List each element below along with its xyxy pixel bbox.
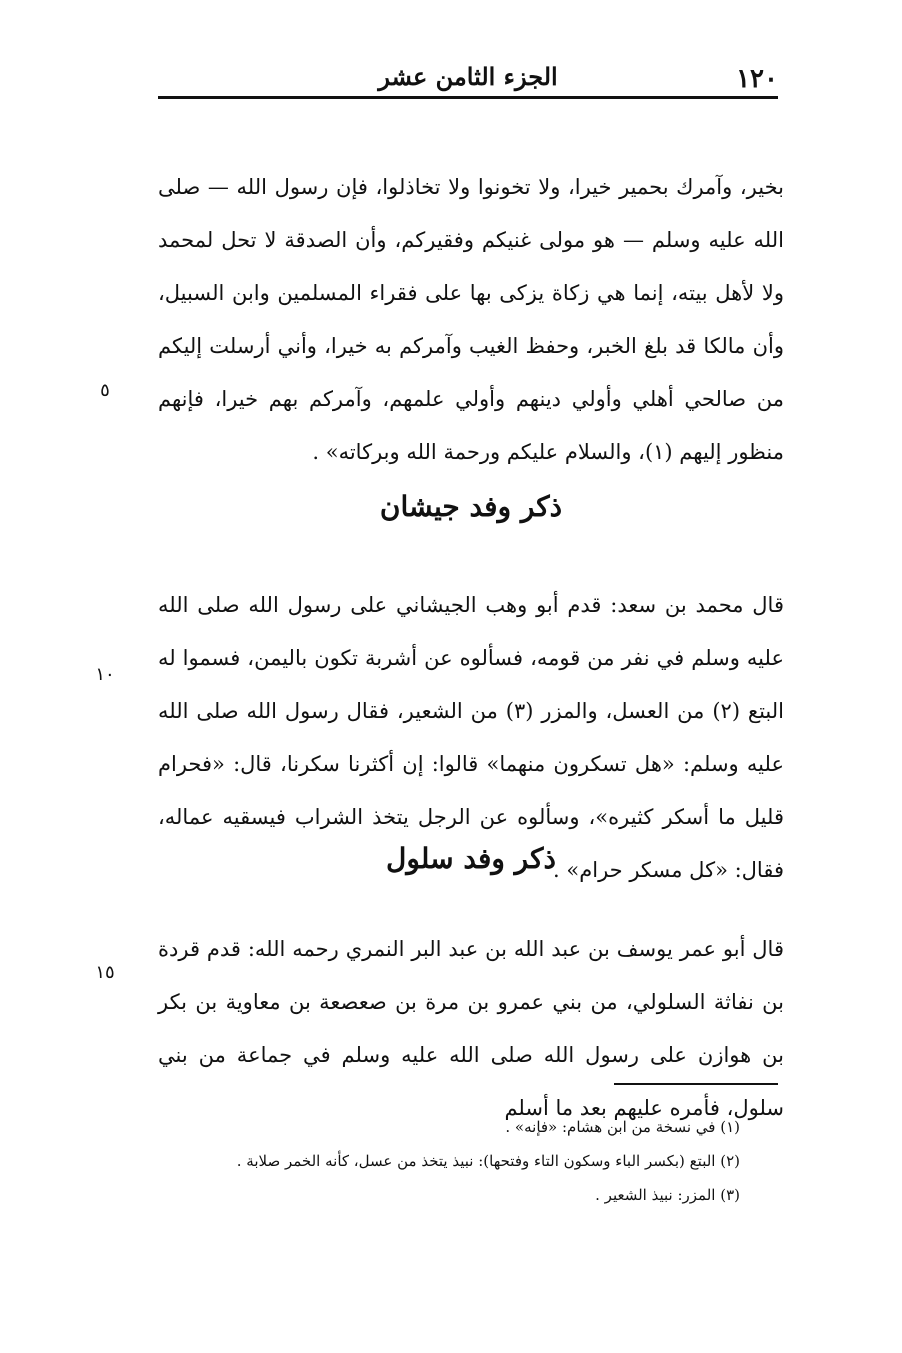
header-rule <box>158 96 778 99</box>
section-heading-salul: ذكر وفد سلول <box>386 842 556 875</box>
running-title: الجزء الثامن عشر <box>378 62 558 91</box>
paragraph-jayshan: قال محمد بن سعد: قدم أبو وهب الجيشاني على رسول الله صلى الله عليه وسلم في نفر من قومه، فسألوه عن أشربة تكون باليمن، فسموا له البتع (٢) من العسل، والمزر (٣) من الشعير، فقال رسول الله صلى الله عليه وسلم: «هل تسكرون منهما» قالوا: إن أكثرنا سكرنا، قال: «فحرام قليل ما أسكر كثيره»، وسألوه عن الرجل يتخذ الشراب فيسقيه عماله، فقال: «كل مسكر حرام» . <box>158 593 785 882</box>
margin-line-number: ٥ <box>100 380 110 401</box>
section-heading-jayshan: ذكر وفد جيشان <box>379 490 563 523</box>
footnote-separator <box>614 1083 778 1085</box>
margin-line-number: ١٠ <box>95 664 115 685</box>
page-number: ١٢٠ <box>736 64 778 94</box>
page-header <box>158 60 778 96</box>
footnote-3: (٣) المزر: نبيذ الشعير . <box>595 1186 740 1204</box>
paragraph-salul: قال أبو عمر يوسف بن عبد الله بن عبد البر النمري رحمه الله: قدم قردة بن نفاثة السلولي، من بني عمرو بن مرة بن صعصعة بن معاوية بن بكر بن هوازن على رسول الله صلى الله عليه وسلم في جماعة من بني سلول، فأمره عليهم بعد ما أسلم <box>158 937 784 1120</box>
paragraph-letter-ending: بخير، وآمرك بحمير خيرا، ولا تخونوا ولا تخاذلوا، فإن رسول الله — صلى الله عليه وسلم — هو مولى غنيكم وفقيركم، وأن الصدقة لا تحل لمحمد ولا لأهل بيته، إنما هي زكاة يزكى بها على فقراء المسلمين وابن السبيل، وأن مالكا قد بلغ الخبر، وحفظ الغيب وآمركم به خيرا، وأني أرسلت إليكم من صالحي أهلي وأولي دينهم وأولي علمهم، وآمركم بهم خيرا، فإنهم منظور إليهم (١)، والسلام عليكم ورحمة الله وبركاته» . <box>158 175 784 464</box>
footnote-2: (٢) البتع (بكسر الباء وسكون التاء وفتحها): نبيذ يتخذ من عسل، كأنه الخمر صلابة . <box>236 1152 740 1170</box>
footnotes <box>200 1110 740 1212</box>
footnote-1: (١) في نسخة من ابن هشام: «فإنه» . <box>505 1118 740 1136</box>
margin-line-number: ١٥ <box>95 962 115 983</box>
